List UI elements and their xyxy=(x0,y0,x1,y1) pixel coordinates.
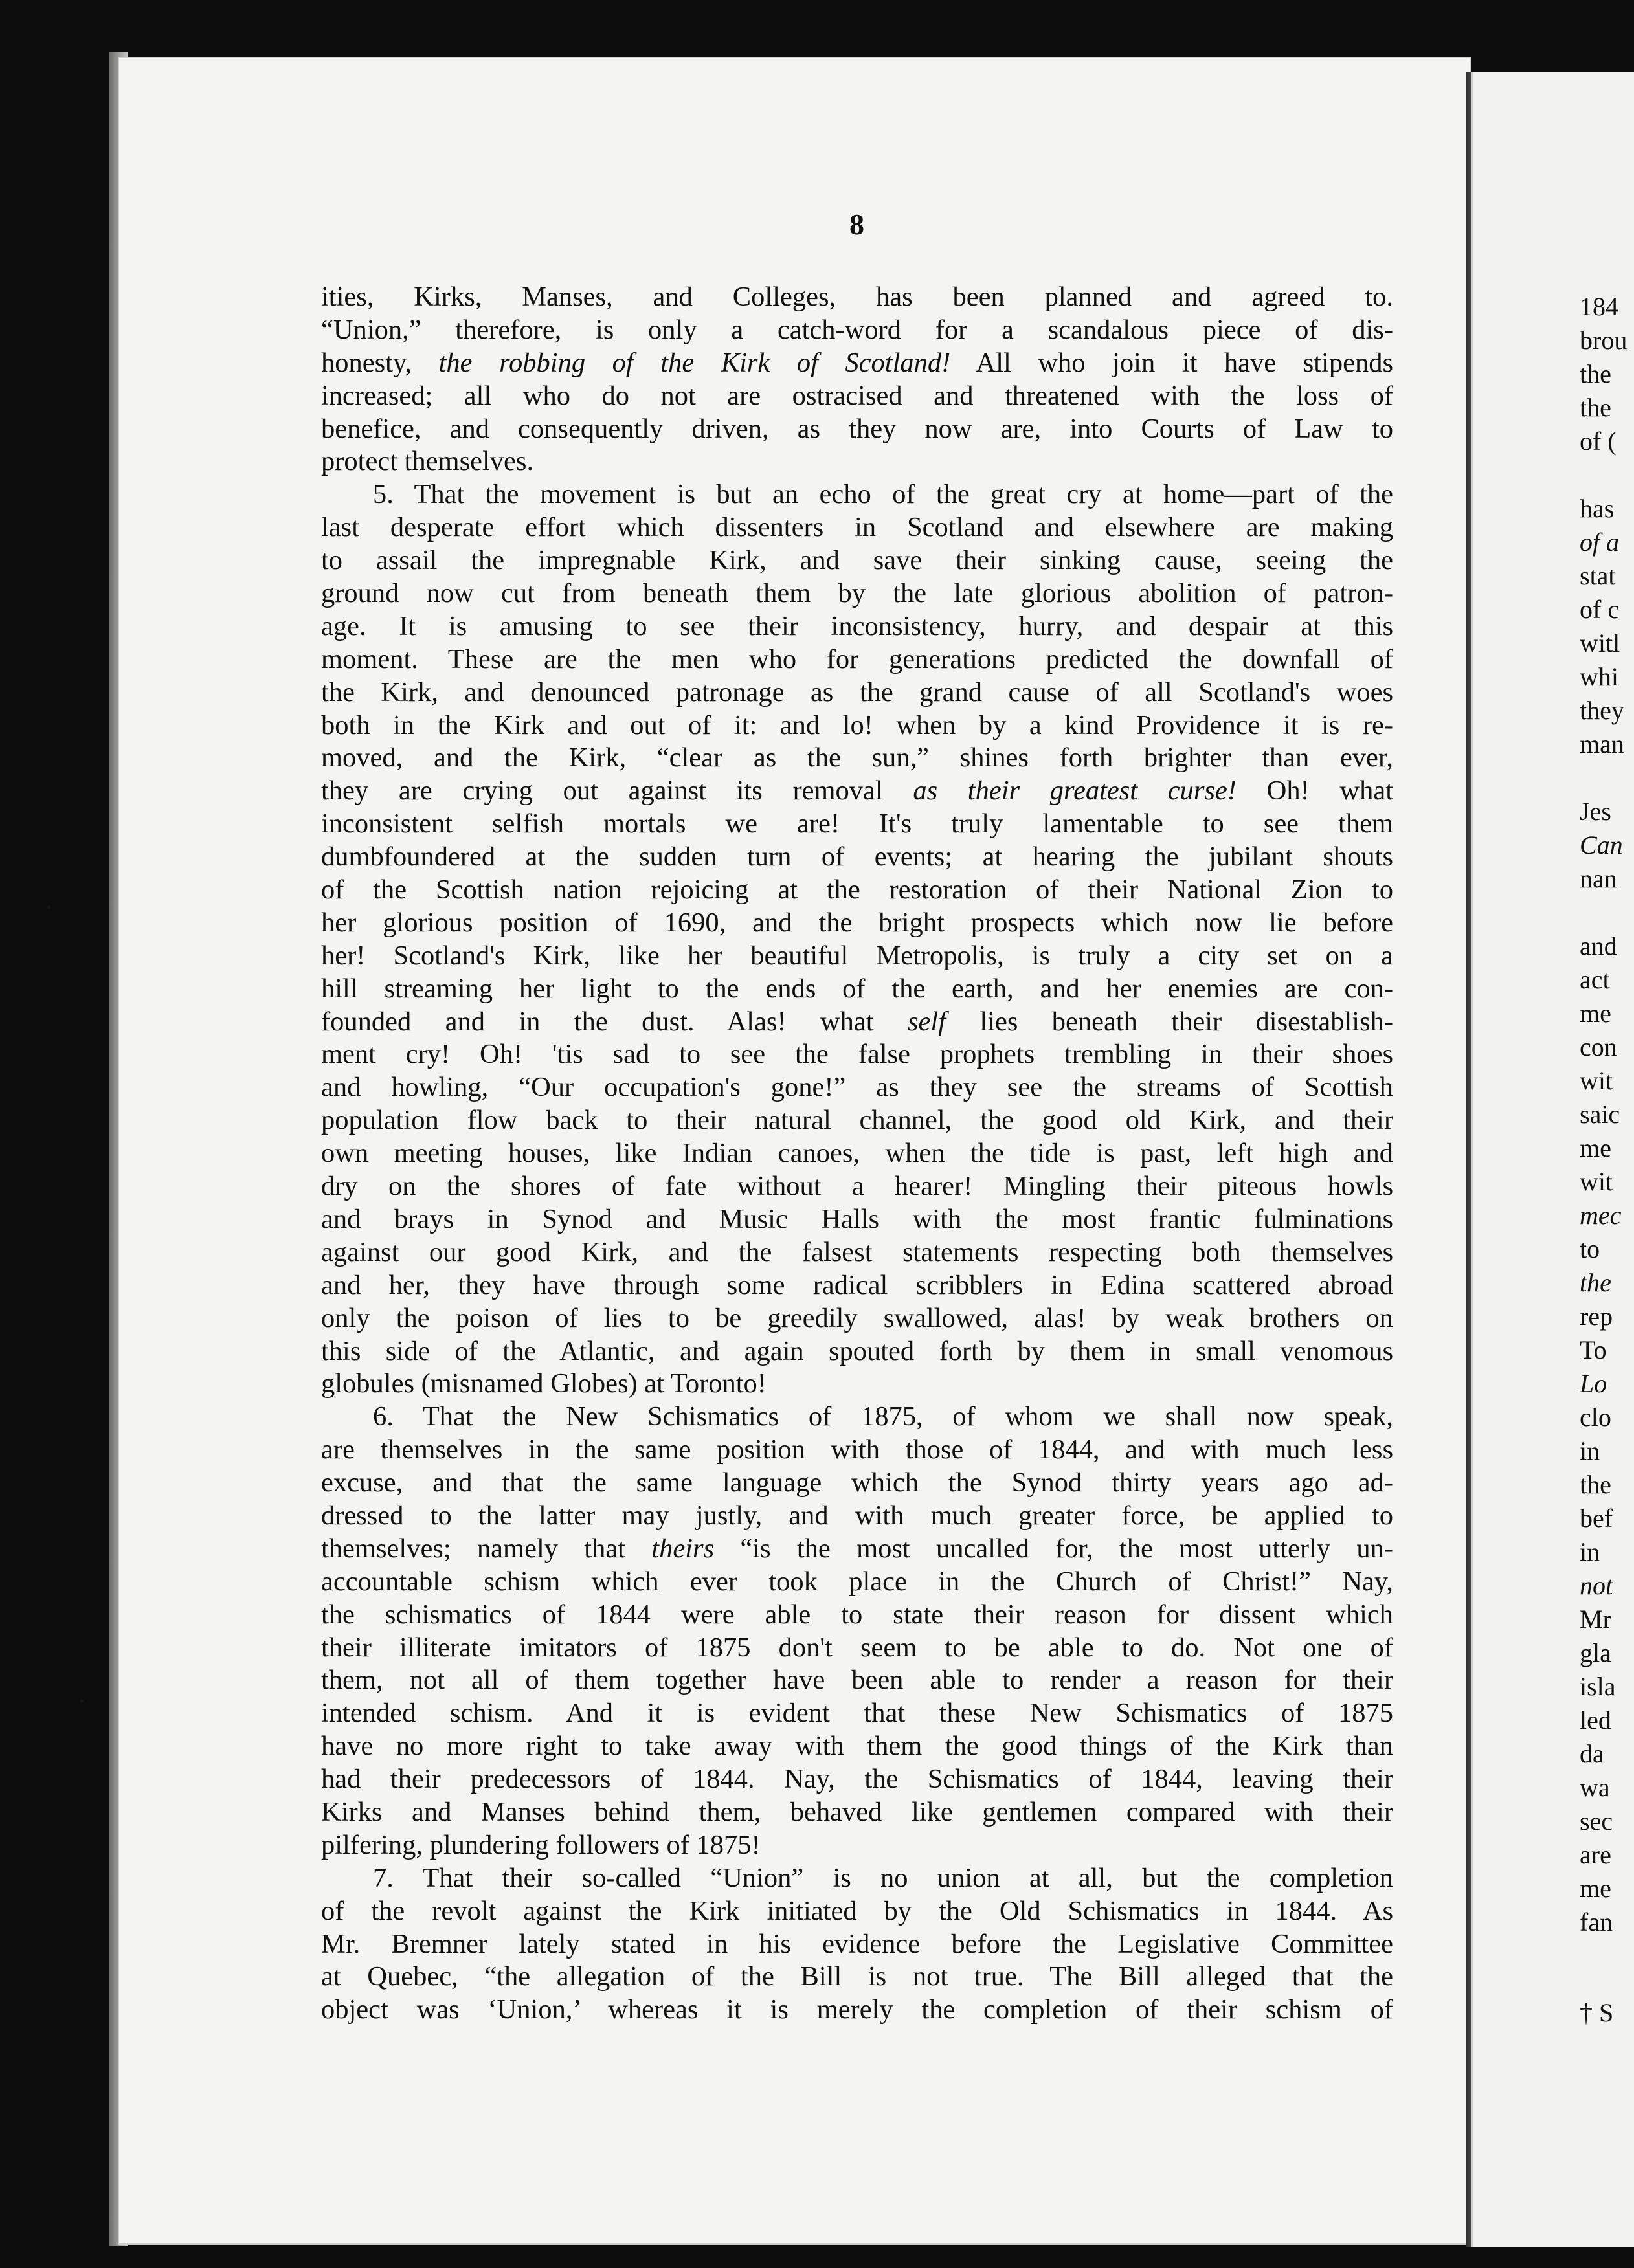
adjacent-page-fragment: and xyxy=(1580,931,1617,961)
text-line xyxy=(321,1203,1393,1236)
text-line xyxy=(321,1533,1393,1566)
text-line xyxy=(321,1071,1393,1104)
text-line xyxy=(321,1236,1393,1269)
text-line xyxy=(321,1599,1393,1632)
text-segment: population flow back to their natural channel, the good old Kirk, and their xyxy=(321,1105,1393,1136)
text-line xyxy=(321,1401,1393,1434)
text-line xyxy=(321,1038,1393,1071)
text-segment: dressed to the latter may justly, and with much greater force, be applied to xyxy=(321,1500,1393,1531)
text-segment: “is the most uncalled for, the most utterly un- xyxy=(714,1533,1393,1564)
text-line xyxy=(321,1566,1393,1599)
text-line xyxy=(321,1697,1393,1730)
text-line xyxy=(321,841,1393,874)
text-line xyxy=(321,1269,1393,1302)
text-segment: 7. That their so-called “Union” is no union at all, but the completion xyxy=(373,1862,1393,1893)
italic-text-segment: as their greatest curse! xyxy=(913,775,1237,806)
text-segment: lies beneath their disestablish- xyxy=(946,1006,1394,1037)
adjacent-page-fragment: wit xyxy=(1580,1066,1613,1095)
adjacent-page-fragment: me xyxy=(1580,1133,1611,1162)
text-segment: her! Scotland's Kirk, like her beautiful Metropolis, is truly a city set on a xyxy=(321,940,1393,971)
text-segment: hill streaming her light to the ends of the earth, and her enemies are con- xyxy=(321,973,1393,1004)
text-segment: of the Scottish nation rejoicing at the restoration of their National Zion to xyxy=(321,874,1393,906)
text-segment: this side of the Atlantic, and again spouted forth by them in small venomous xyxy=(321,1335,1393,1366)
text-segment: moment. These are the men who for generations predicted the downfall of xyxy=(321,643,1393,674)
text-segment: the schismatics of 1844 were able to state their reason for dissent which xyxy=(321,1599,1393,1630)
adjacent-page-fragment: whi xyxy=(1580,662,1618,691)
adjacent-page-fragment: To xyxy=(1580,1335,1607,1364)
adjacent-page-fragment: in xyxy=(1580,1436,1600,1465)
adjacent-page-fragment: in xyxy=(1580,1537,1600,1566)
text-segment: both in the Kirk and out of it: and lo! when by a kind Providence it is re- xyxy=(321,709,1393,740)
adjacent-page-fragment: sec xyxy=(1580,1807,1613,1836)
adjacent-page-fragment: 184 xyxy=(1580,292,1618,321)
adjacent-page-fragment: of a xyxy=(1580,528,1620,557)
text-line xyxy=(321,478,1393,511)
adjacent-page-fragment: the xyxy=(1580,393,1611,422)
italic-text-segment: self xyxy=(907,1006,946,1037)
text-line xyxy=(321,445,1393,478)
text-segment: age. It is amusing to see their inconsistency, hurry, and despair at this xyxy=(321,610,1393,641)
text-segment: benefice, and consequently driven, as they now are, into Courts of Law to xyxy=(321,413,1393,444)
adjacent-page-fragment: mec xyxy=(1580,1201,1622,1230)
adjacent-page-fragment: rep xyxy=(1580,1302,1613,1331)
text-segment: Kirks and Manses behind them, behaved like gentlemen compared with their xyxy=(321,1796,1393,1827)
text-line xyxy=(321,1994,1393,2027)
adjacent-page-fragment: man xyxy=(1580,729,1624,759)
text-line xyxy=(321,1137,1393,1170)
adjacent-page-fragment: † S xyxy=(1580,1998,1614,2027)
text-segment: globules (misnamed Globes) at Toronto! xyxy=(321,1368,767,1399)
text-segment: 6. That the New Schismatics of 1875, of whom we shall now speak, xyxy=(373,1401,1393,1432)
text-line xyxy=(321,940,1393,973)
text-segment: had their predecessors of 1844. Nay, the Schismatics of 1844, leaving their xyxy=(321,1764,1393,1795)
text-line xyxy=(321,314,1393,347)
adjacent-page-fragment: are xyxy=(1580,1840,1611,1869)
text-segment: ities, Kirks, Manses, and Colleges, has been planned and agreed to. xyxy=(321,282,1393,312)
adjacent-page-fragment: of c xyxy=(1580,595,1620,624)
text-segment: at Quebec, “the allegation of the Bill is not true. The Bill alleged that the xyxy=(321,1961,1393,1992)
text-segment: All who join it have stipends xyxy=(950,347,1394,378)
text-line xyxy=(321,544,1393,577)
text-segment: themselves; namely that xyxy=(321,1533,652,1564)
text-line xyxy=(321,1961,1393,1994)
text-segment: their illiterate imitators of 1875 don't seem to be able to do. Not one of xyxy=(321,1632,1393,1663)
adjacent-page-fragment: has xyxy=(1580,494,1615,523)
text-segment: honesty, xyxy=(321,347,439,378)
adjacent-page-fragment: brou xyxy=(1580,326,1628,355)
text-segment: against our good Kirk, and the falsest statements respecting both themselves xyxy=(321,1236,1393,1267)
text-segment: pilfering, plundering followers of 1875! xyxy=(321,1829,761,1860)
text-segment: inconsistent selfish mortals we are! It's truly lamentable to see them xyxy=(321,808,1393,839)
adjacent-page-fragment: act xyxy=(1580,965,1610,994)
text-line xyxy=(321,808,1393,841)
text-segment: increased; all who do not are ostracised and threatened with the loss of xyxy=(321,380,1393,411)
italic-text-segment: the robbing of the Kirk of Scotland! xyxy=(438,347,951,378)
text-segment: object was ‘Union,’ whereas it is merely the completion of their schism of xyxy=(321,1994,1393,2025)
text-segment: and her, they have through some radical scribblers in Edina scattered abroad xyxy=(321,1269,1393,1300)
adjacent-page-fragment: bef xyxy=(1580,1504,1613,1533)
adjacent-page-fragment: me xyxy=(1580,1874,1611,1903)
adjacent-page-fragment: clo xyxy=(1580,1403,1611,1432)
text-line xyxy=(321,1895,1393,1928)
text-segment: and brays in Synod and Music Halls with the most frantic fulminations xyxy=(321,1203,1393,1234)
adjacent-page-fragment: con xyxy=(1580,1032,1617,1062)
text-segment: ground now cut from beneath them by the late glorious abolition of patron- xyxy=(321,578,1393,609)
text-line xyxy=(321,874,1393,907)
text-segment: dumbfoundered at the sudden turn of events; at hearing the jubilant shouts xyxy=(321,841,1393,873)
text-segment: own meeting houses, like Indian canoes, when the tide is past, left high and xyxy=(321,1138,1393,1169)
text-segment: protect themselves. xyxy=(321,446,534,477)
italic-text-segment: theirs xyxy=(651,1533,715,1564)
text-line xyxy=(321,610,1393,643)
text-line xyxy=(321,907,1393,940)
adjacent-page-fragment: gla xyxy=(1580,1638,1611,1667)
adjacent-page-fragment: stat xyxy=(1580,561,1616,590)
text-segment: 5. That the movement is but an echo of the great cry at home—part of the xyxy=(373,479,1393,510)
text-segment: only the poison of lies to be greedily swallowed, alas! by weak brothers on xyxy=(321,1302,1393,1333)
adjacent-page-fragment: the xyxy=(1580,359,1611,388)
adjacent-page-fragment: fan xyxy=(1580,1907,1613,1937)
text-line xyxy=(321,413,1393,446)
adjacent-page-fragment: Can xyxy=(1580,830,1623,860)
text-line xyxy=(321,1368,1393,1401)
text-segment: they are crying out against its removal xyxy=(321,775,913,806)
text-segment: founded and in the dust. Alas! what xyxy=(321,1006,908,1037)
adjacent-page-fragment: not xyxy=(1580,1571,1613,1600)
text-segment: ment cry! Oh! 'tis sad to see the false prophets trembling in their shoes xyxy=(321,1039,1393,1070)
text-line xyxy=(321,1104,1393,1137)
text-line xyxy=(321,676,1393,709)
text-line xyxy=(321,1434,1393,1467)
text-line xyxy=(321,1664,1393,1697)
text-line xyxy=(321,1763,1393,1796)
body-text xyxy=(321,281,1393,2027)
adjacent-page-fragment: wa xyxy=(1580,1773,1610,1802)
adjacent-page-fragment: me xyxy=(1580,999,1611,1028)
text-line xyxy=(321,1862,1393,1895)
adjacent-page-fragment: witl xyxy=(1580,628,1620,658)
text-line xyxy=(321,281,1393,314)
text-line xyxy=(321,742,1393,775)
text-segment: last desperate effort which dissenters in Scotland and elsewhere are making xyxy=(321,512,1393,543)
text-segment: of the revolt against the Kirk initiated by the Old Schismatics in 1844. As xyxy=(321,1895,1393,1926)
text-segment: and howling, “Our occupation's gone!” as they see the streams of Scottish xyxy=(321,1072,1393,1103)
adjacent-page-fragment: the xyxy=(1580,1470,1611,1499)
text-line xyxy=(321,1006,1393,1039)
text-line xyxy=(321,1829,1393,1862)
adjacent-page-fragment: the xyxy=(1580,1268,1611,1297)
text-segment: her glorious position of 1690, and the bright prospects which now lie before xyxy=(321,907,1393,938)
text-segment: them, not all of them together have been able to render a reason for their xyxy=(321,1665,1393,1696)
text-line xyxy=(321,1928,1393,1961)
text-segment: the Kirk, and denounced patronage as the grand cause of all Scotland's woes xyxy=(321,676,1393,707)
adjacent-page-fragment: Mr xyxy=(1580,1605,1611,1634)
text-line xyxy=(321,1170,1393,1203)
adjacent-page-fragment: da xyxy=(1580,1739,1604,1768)
text-line xyxy=(321,709,1393,742)
adjacent-page-fragment: saic xyxy=(1580,1100,1620,1129)
text-segment: to assail the impregnable Kirk, and save their sinking cause, seeing the xyxy=(321,545,1393,576)
text-segment: Mr. Bremner lately stated in his evidence before the Legislative Committee xyxy=(321,1928,1393,1959)
text-segment: intended schism. And it is evident that these New Schismatics of 1875 xyxy=(321,1698,1393,1729)
text-segment: moved, and the Kirk, “clear as the sun,” shines forth brighter than ever, xyxy=(321,742,1393,773)
adjacent-page-fragment: Jes xyxy=(1580,797,1611,826)
text-line xyxy=(321,1632,1393,1665)
text-segment: accountable schism which ever took place in the Church of Christ!” Nay, xyxy=(321,1566,1393,1597)
text-segment: are themselves in the same position with those of 1844, and with much less xyxy=(321,1434,1393,1465)
text-line xyxy=(321,973,1393,1006)
text-line xyxy=(321,1467,1393,1500)
text-line xyxy=(321,347,1393,380)
adjacent-page-fragment: of ( xyxy=(1580,427,1617,456)
text-line xyxy=(321,1335,1393,1368)
adjacent-page-fragment: nan xyxy=(1580,864,1617,893)
page-number: 8 xyxy=(849,208,864,241)
adjacent-page-fragment: to xyxy=(1580,1234,1600,1263)
adjacent-page-fragment: Lo xyxy=(1580,1369,1607,1398)
text-line xyxy=(321,577,1393,610)
text-line xyxy=(321,643,1393,676)
text-segment: “Union,” therefore, is only a catch-word for a scandalous piece of dis- xyxy=(321,314,1393,345)
text-segment: excuse, and that the same language which the Synod thirty years ago ad- xyxy=(321,1467,1393,1498)
text-segment: Oh! what xyxy=(1236,775,1394,806)
text-line xyxy=(321,1796,1393,1829)
text-line xyxy=(321,1302,1393,1335)
text-line xyxy=(321,380,1393,413)
text-segment: dry on the shores of fate without a hearer! Mingling their piteous howls xyxy=(321,1171,1393,1202)
adjacent-page-fragment: led xyxy=(1580,1706,1611,1735)
text-line xyxy=(321,1730,1393,1763)
text-line xyxy=(321,775,1393,808)
adjacent-page-fragment: wit xyxy=(1580,1167,1613,1196)
text-line xyxy=(321,1500,1393,1533)
adjacent-page-fragment: isla xyxy=(1580,1672,1616,1701)
text-line xyxy=(321,511,1393,544)
adjacent-page-fragment: they xyxy=(1580,696,1624,725)
text-segment: have no more right to take away with them the good things of the Kirk than xyxy=(321,1731,1393,1762)
